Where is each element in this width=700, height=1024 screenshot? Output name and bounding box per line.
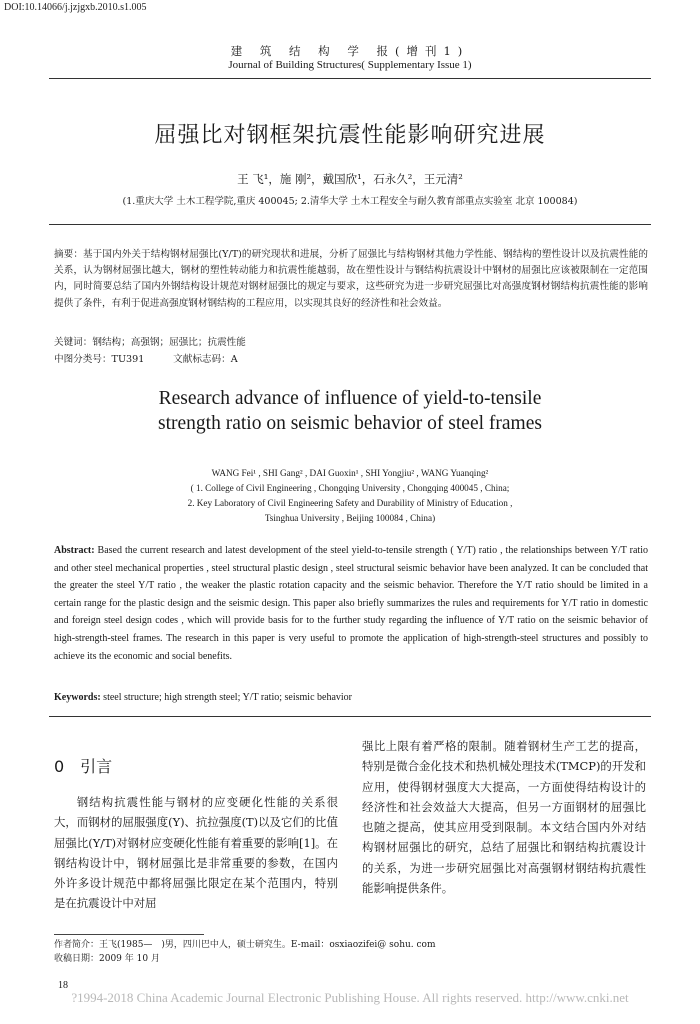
keywords-cn: 关键词：钢结构；高强钢；屈强比；抗震性能	[54, 337, 246, 348]
affiliation-en	[0, 481, 700, 526]
paper-title-cn: 屈强比对钢框架抗震性能影响研究进展	[154, 123, 546, 148]
affiliation-en-line-3: Tsinghua University , Beijing 100084 , China)	[264, 513, 436, 523]
footnote-author: 作者简介：王飞(1985— )男，四川巴中人，硕士研究生。E-mail：osxiaozifei@ sohu. com	[54, 940, 436, 950]
abstract-en-label: Abstract:	[54, 545, 95, 556]
keywords-en-text: steel structure; high strength steel; Y/T ratio; seismic behavior	[100, 692, 352, 703]
copyright-watermark: ?1994-2018 China Academic Journal Electronic Publishing House. All rights reserved. http://www.cnki.net	[71, 990, 629, 1005]
affiliation-cn: (1.重庆大学 土木工程学院,重庆 400045; 2.清华大学 土木工程安全与耐久教育部重点实验室 北京 100084)	[122, 196, 578, 207]
doi-label: DOI:10.14066/j.jzjgxb.2010.s1.005	[4, 2, 147, 13]
keywords-en	[54, 692, 648, 703]
journal-name-cn: 建 筑 结 构 学 报(增刊1)	[230, 44, 470, 58]
authors-cn: 王 飞¹，施 刚²，戴国欣¹，石永久²，王元清²	[237, 172, 463, 186]
footnote-rule	[54, 934, 204, 935]
abstract-en	[54, 542, 648, 665]
abstract-cn: 摘要：基于国内外关于结构钢材屈强比(Y/T)的研究现状和进展，分析了屈强比与结构钢材其他力学性能、钢结构的塑性设计以及抗震性能的关系，认为钢材屈强比越大，钢材的塑性转动能力和抗震性能越弱，故在塑性设计与钢结构抗震设计中钢材的屈强比应该被限制在一定范围内，同时简要总结了国内外钢结构设计规范对钢材屈强比的规定与要求，这些研究为进一步研究屈强比对高强度钢材钢结构抗震性能的影响提供了条件，有利于促进高强度钢材钢结构的工程应用，以实现其良好的经济性和社会效益。	[54, 249, 648, 309]
footnote-received: 收稿日期：2009 年 10 月	[54, 954, 160, 964]
section-heading: 0 引言	[54, 757, 113, 776]
page-number: 18	[58, 980, 68, 991]
paper-title-en	[0, 386, 700, 436]
authors-en: WANG Fei¹ , SHI Gang² , DAI Guoxin¹ , SHI Yongjiu² , WANG Yuanqing²	[211, 468, 489, 478]
body-rule	[49, 716, 651, 717]
affiliation-en-line-1: ( 1. College of Civil Engineering , Chongqing University , Chongqing 400045 , China;	[190, 483, 510, 493]
affiliation-en-line-2: 2. Key Laboratory of Civil Engineering Safety and Durability of Ministry of Education ,	[187, 498, 513, 508]
classification-cn: 中图分类号：TU391 文献标志码：A	[54, 354, 238, 365]
keywords-en-label: Keywords:	[54, 692, 101, 703]
title-en-line-1: Research advance of influence of yield-to-tensile	[158, 388, 542, 409]
section-rule	[49, 224, 651, 225]
journal-name-en: Journal of Building Structures( Supplementary Issue 1)	[228, 59, 472, 71]
footnote	[54, 938, 436, 966]
abstract-en-text: Based the current research and latest development of the steel yield-to-tensile strength ( Y/T) ratio , the relationships between Y/T ratio and other steel mechanical properties , steel structural plastic design , steel structural seismic behavior have been analyzed. It can be concluded that the greater the steel Y/T ratio , the weaker the plastic rotation capacity and the seismic behavior. Therefore the Y/T ratio should be limited in a certain range for the plastic design and the seismic design. This paper also briefly summarizes the rules and requirements for Y/T ratio in domestic and foreign steel design codes , which will provide basis for to the further study regarding the influence of Y/T ratio on the seismic behavior of high-strength-steel frames. The research in this paper is very useful to promote the application of high-strength-steel structures and possibly to achieve its the economic and social benefits.	[54, 545, 648, 662]
body-column-left: 钢结构抗震性能与钢材的应变硬化性能的关系很大，而钢材的屈服强度(Y)、抗拉强度(T)以及它们的比值屈强比(Y/T)对钢材应变硬化性能有着重要的影响[1]。在钢结构设计中，钢材屈强比是非常重要的参数，在国内外许多设计规范中都将屈强比限定在某个范围内，特别是在抗震设计中对屈	[54, 795, 338, 911]
body-column-right: 强比上限有着严格的限制。随着钢材生产工艺的提高，特别是微合金化技术和热机械处理技术(TMCP)的开发和应用，使得钢材强度大大提高，一方面使得结构设计的经济性和社会效益大大提高，但另一方面钢材的屈强比也随之提高，使其应用受到限制。本文结合国内外对结构钢材屈强比的研究，总结了屈强比和钢结构抗震设计的关系，为进一步研究屈强比对高强钢材钢结构抗震性能影响提供条件。	[362, 739, 646, 896]
title-en-line-2: strength ratio on seismic behavior of steel frames	[158, 413, 542, 434]
header-rule	[49, 78, 651, 79]
